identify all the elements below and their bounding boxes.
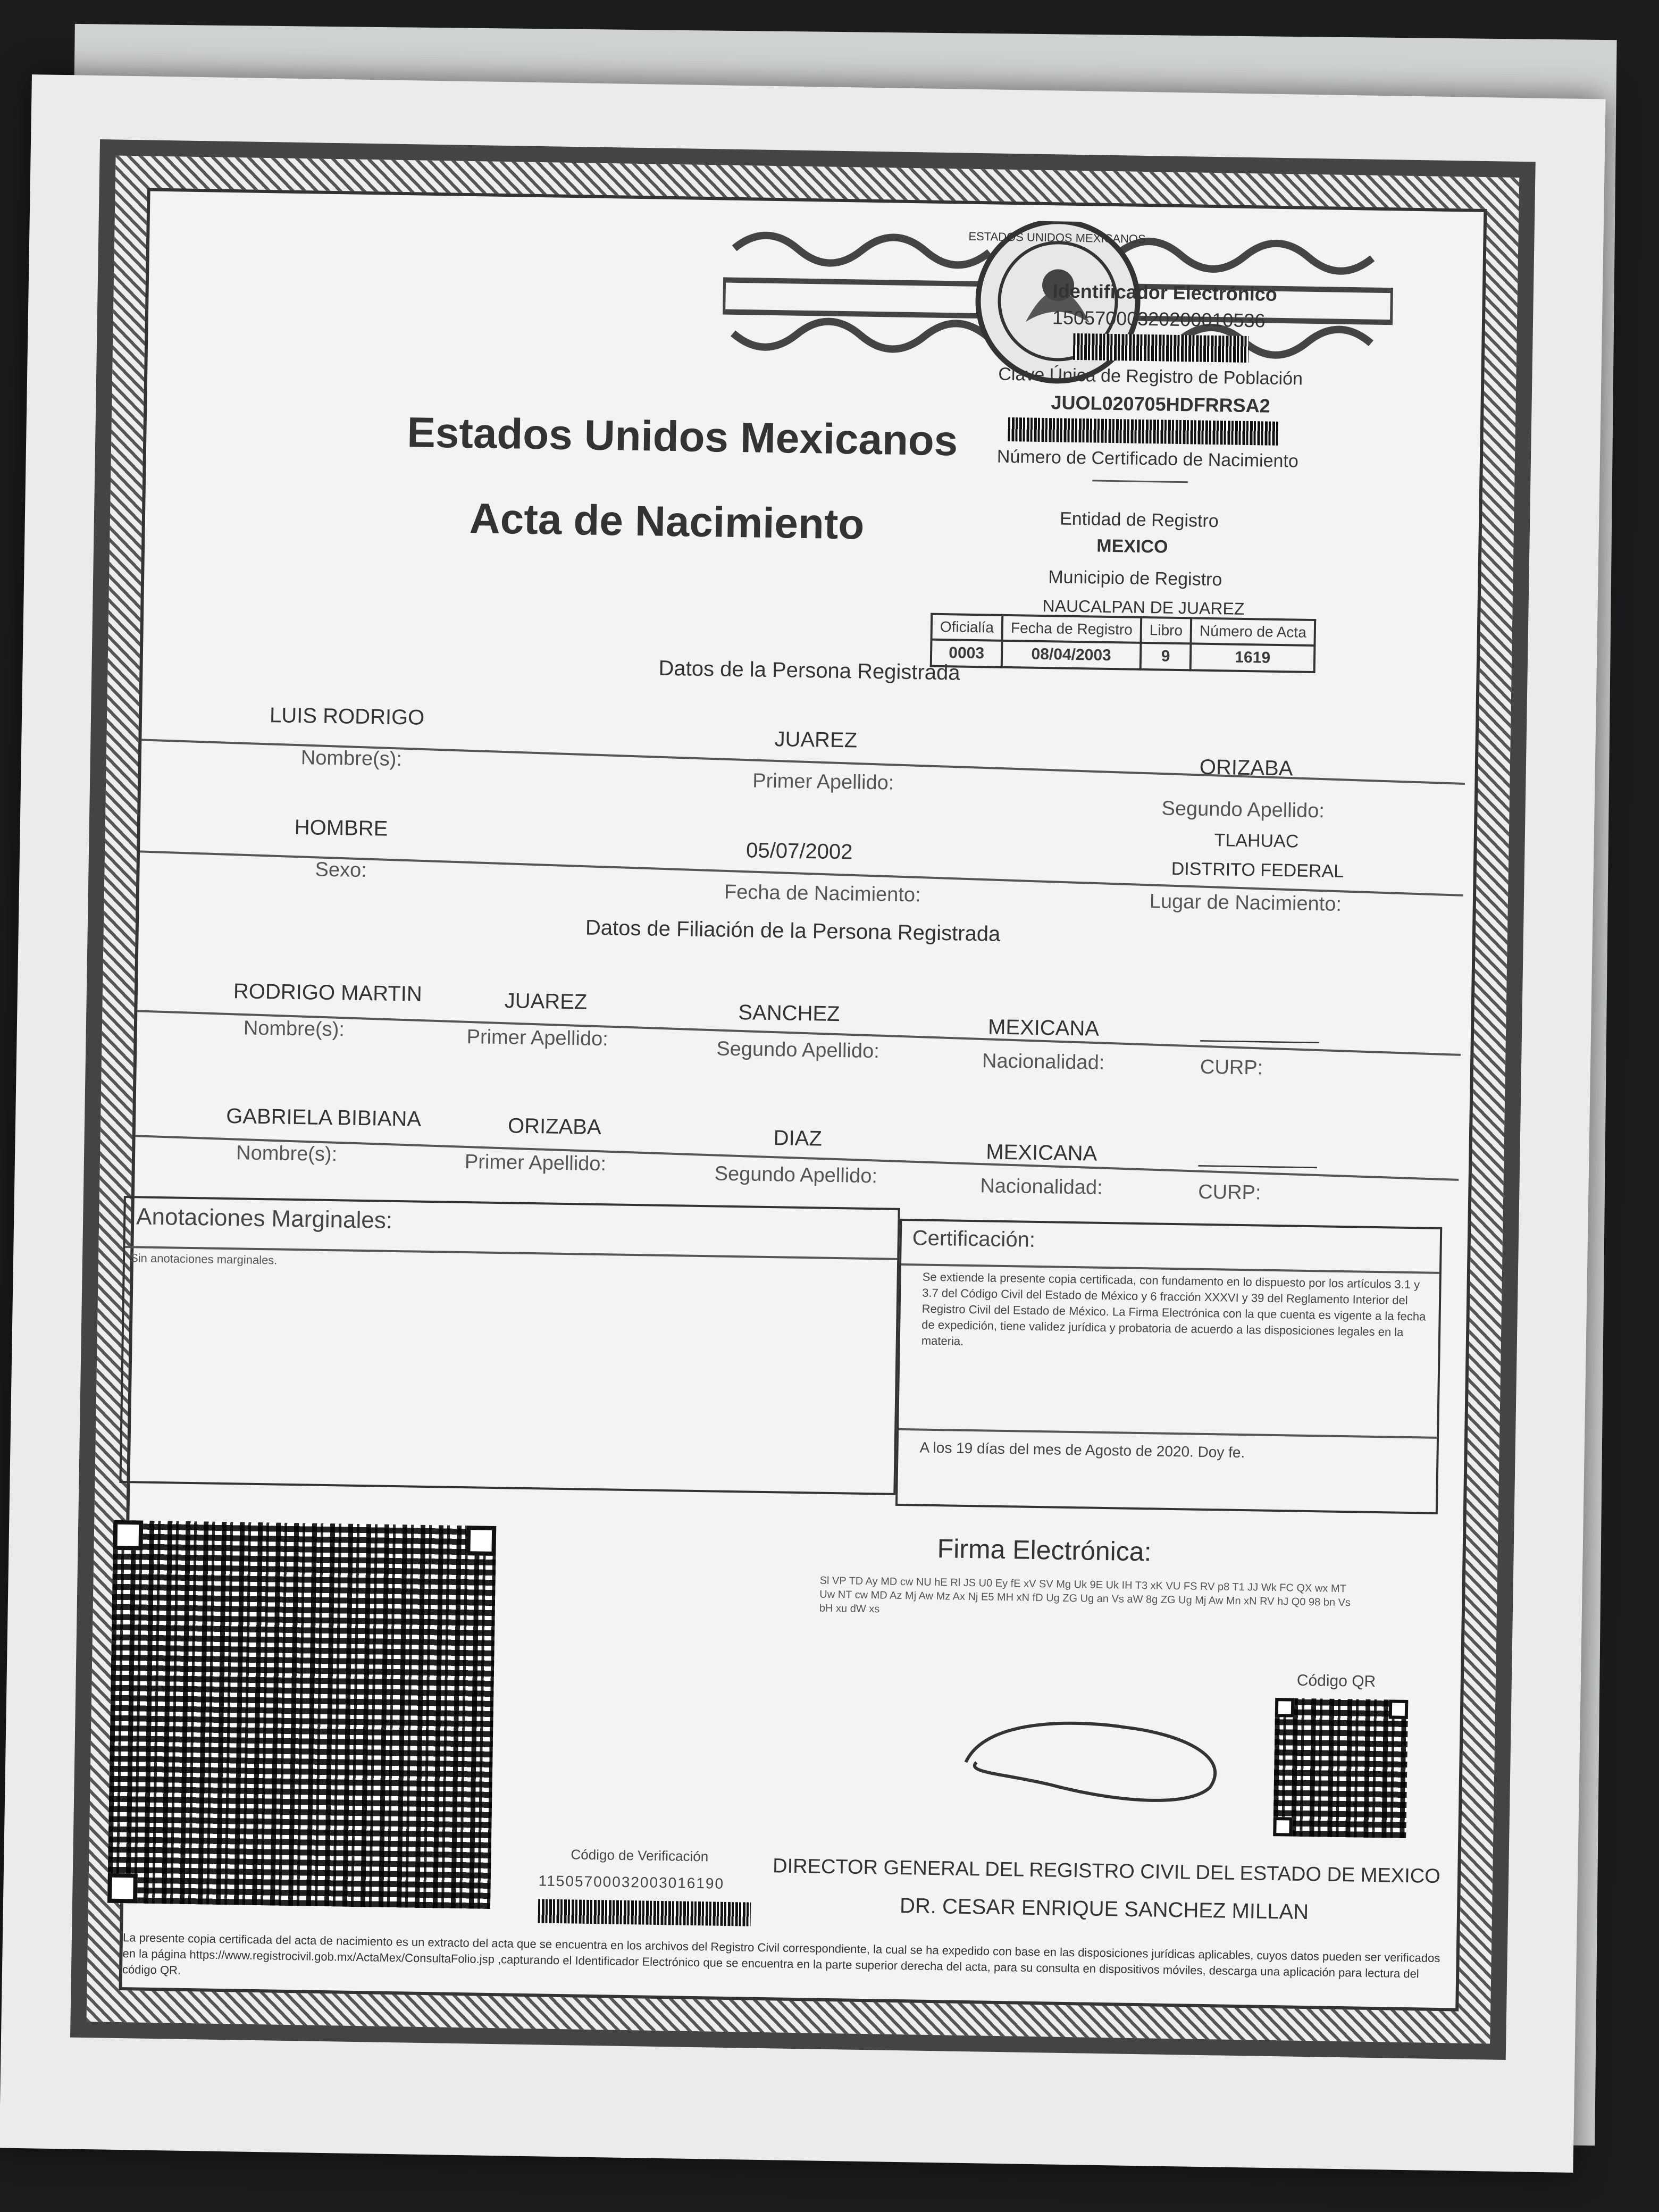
birth-cert-blank bbox=[1092, 480, 1188, 483]
mother-curp-label: CURP: bbox=[1197, 1180, 1261, 1204]
curp-label: Clave Única de Registro de Población bbox=[998, 364, 1303, 389]
person-last1: JUAREZ bbox=[774, 727, 858, 752]
father-last1-label: Primer Apellido: bbox=[466, 1026, 609, 1051]
small-qr-code bbox=[1273, 1698, 1408, 1838]
person-birthplace-label: Lugar de Nacimiento: bbox=[1149, 890, 1342, 916]
father-nationality: MEXICANA bbox=[987, 1015, 1100, 1041]
mother-last2-label: Segundo Apellido: bbox=[714, 1162, 878, 1188]
annotations-box bbox=[119, 1196, 900, 1495]
document-title: Acta de Nacimiento bbox=[469, 495, 865, 548]
person-last1-label: Primer Apellido: bbox=[752, 769, 894, 794]
person-names-label: Nombre(s): bbox=[300, 747, 403, 771]
registry-oficialia: 0003 bbox=[931, 640, 1002, 667]
qr-label: Código QR bbox=[1296, 1671, 1376, 1691]
municipality-value: NAUCALPAN DE JUAREZ bbox=[1042, 596, 1245, 618]
director-title: DIRECTOR GENERAL DEL REGISTRO CIVIL DEL ESTADO DE MEXICO bbox=[772, 1855, 1441, 1888]
annotations-title: Anotaciones Marginales: bbox=[136, 1203, 393, 1234]
father-curp-label: CURP: bbox=[1200, 1055, 1263, 1079]
seal-text: ESTADOS UNIDOS MEXICANOS bbox=[968, 229, 1146, 246]
curp-barcode bbox=[1008, 417, 1279, 446]
person-sex: HOMBRE bbox=[294, 815, 388, 841]
person-last2: ORIZABA bbox=[1199, 755, 1293, 781]
signature-title: Firma Electrónica: bbox=[937, 1534, 1152, 1567]
large-qr-code bbox=[107, 1520, 496, 1909]
registry-header-acta: Número de Acta bbox=[1191, 618, 1316, 646]
father-last2-label: Segundo Apellido: bbox=[716, 1037, 880, 1063]
municipality-label: Municipio de Registro bbox=[1048, 567, 1222, 590]
footer-text: La presente copia certificada del acta de nacimiento es un extracto del acta que se encuentra en los archivos del Registro Civil correspondiente, la cual se ha expedido con base en las disposiciones jurídicas aplicables, cuyos datos pueden ser verificados en la página https://www.registrocivil.gob.mx/ActaMex/ConsultaFolio.jsp ,capturando el Identificador Electrónico que se encuentra en la parte superior derecha del acta, para su consulta en dispositivos móviles, descarga una aplicación para lectura del código QR. bbox=[122, 1931, 1440, 1981]
signature-hash: Sl VP TD Ay MD cw NU hE Rl JS U0 Ey fE xV SV Mg Uk 9E Uk IH T3 xK VU FS RV p8 T1 JJ Wk FC QX wx MT Uw NT cw MD Az Mj Aw Mz Ax Nj E5 MH xN fD Ug ZG Ug an Vs aW 8g ZG Ug Mj Aw Mn xN RV hJ Q0 98 bn Vs bH xu dW xs bbox=[819, 1574, 1351, 1615]
registry-fecha: 08/04/2003 bbox=[1002, 641, 1141, 669]
filiation-section-title: Datos de Filiación de la Persona Registrada bbox=[585, 916, 1001, 946]
mother-last2: DIAZ bbox=[773, 1126, 823, 1151]
mother-curp: __________ bbox=[1198, 1143, 1318, 1169]
father-nationality-label: Nacionalidad: bbox=[982, 1050, 1105, 1074]
mother-nationality-label: Nacionalidad: bbox=[980, 1175, 1103, 1199]
electronic-id: 15057000320200010536 bbox=[1052, 306, 1266, 332]
father-last2: SANCHEZ bbox=[738, 1001, 840, 1026]
handwritten-signature bbox=[954, 1704, 1233, 1814]
mother-names: GABRIELA BIBIANA bbox=[225, 1104, 422, 1131]
entity-label: Entidad de Registro bbox=[1059, 508, 1219, 532]
mother-last1: ORIZABA bbox=[507, 1114, 601, 1139]
person-dob-label: Fecha de Nacimiento: bbox=[724, 881, 921, 907]
registry-acta: 1619 bbox=[1191, 643, 1315, 672]
certification-box bbox=[895, 1219, 1442, 1514]
mother-last1-label: Primer Apellido: bbox=[464, 1151, 607, 1176]
person-birthplace-1: TLAHUAC bbox=[1214, 830, 1299, 852]
mother-names-label: Nombre(s): bbox=[236, 1142, 338, 1166]
certification-divider-2 bbox=[899, 1428, 1437, 1439]
electronic-id-label: Identificador Electrónico bbox=[1052, 280, 1278, 305]
father-last1: JUAREZ bbox=[504, 989, 588, 1014]
electronic-id-barcode bbox=[1073, 333, 1249, 363]
person-section-title: Datos de la Persona Registrada bbox=[658, 656, 960, 685]
verification-code: 11505700032003016190 bbox=[538, 1872, 725, 1892]
certification-date: A los 19 días del mes de Agosto de 2020. Doy fe. bbox=[919, 1439, 1245, 1461]
registry-header-libro: Libro bbox=[1141, 617, 1191, 643]
birth-certificate-sheet bbox=[0, 74, 1606, 2173]
registry-header-fecha: Fecha de Registro bbox=[1002, 615, 1142, 643]
person-last2-label: Segundo Apellido: bbox=[1161, 797, 1325, 823]
person-dob: 05/07/2002 bbox=[745, 839, 853, 864]
person-birthplace-2: DISTRITO FEDERAL bbox=[1171, 858, 1344, 882]
father-names: RODRIGO MARTIN bbox=[233, 979, 423, 1006]
decorative-border bbox=[70, 139, 1536, 2060]
registry-header-oficialia: Oficialía bbox=[932, 614, 1003, 641]
entity-value: MEXICO bbox=[1096, 535, 1168, 557]
curp-value: JUOL020705HDFRRSA2 bbox=[1051, 391, 1270, 417]
father-curp: __________ bbox=[1200, 1018, 1319, 1044]
verification-label: Código de Verificación bbox=[571, 1846, 709, 1865]
annotations-text: Sin anotaciones marginales. bbox=[130, 1251, 278, 1267]
mother-nationality: MEXICANA bbox=[986, 1140, 1097, 1166]
certification-text: Se extiende la presente copia certificada, con fundamento en lo dispuesto por los artículos 3.1 y 3.7 del Código Civil del Estado de México y 6 fracción XXXVI y 39 del Reglamento Interior del Registro Civil del Estado de México. La Firma Electrónica con la que cuenta es vigente a la fecha de expedición, tiene validez jurídica y probatoria de acuerdo a las disposiciones legales en la materia. bbox=[921, 1270, 1426, 1348]
birth-cert-label: Número de Certificado de Nacimiento bbox=[996, 446, 1299, 472]
certificate-body bbox=[119, 188, 1487, 2011]
certification-title: Certificación: bbox=[912, 1226, 1036, 1252]
person-names: LUIS RODRIGO bbox=[269, 703, 425, 730]
registry-libro: 9 bbox=[1141, 643, 1191, 670]
person-sex-label: Sexo: bbox=[315, 858, 367, 882]
country-title: Estados Unidos Mexicanos bbox=[406, 408, 958, 465]
director-name: DR. CESAR ENRIQUE SANCHEZ MILLAN bbox=[899, 1894, 1309, 1924]
registry-table bbox=[930, 613, 1317, 673]
verification-barcode bbox=[538, 1899, 751, 1926]
father-names-label: Nombre(s): bbox=[243, 1017, 345, 1041]
